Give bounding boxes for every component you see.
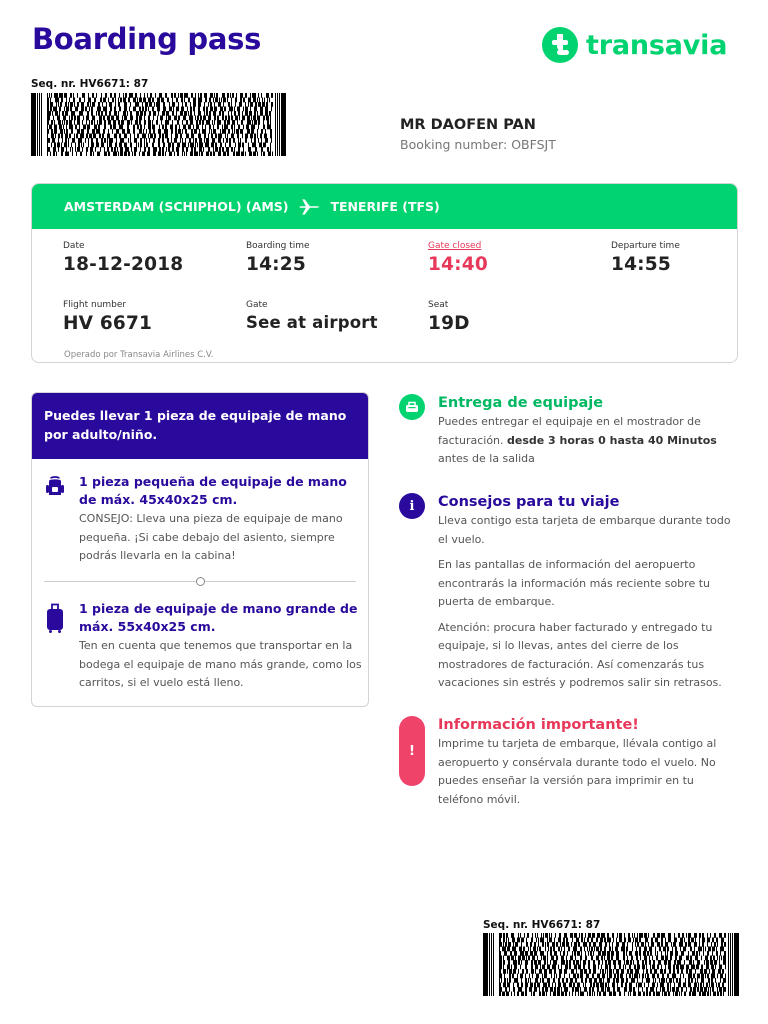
backpack-icon: [44, 475, 66, 497]
travel-tips-title: Consejos para tu viaje: [438, 494, 620, 510]
luggage-icon: [399, 394, 425, 420]
destination-airport: TENERIFE (TFS): [330, 199, 440, 214]
passenger-name: MR DAOFEN PAN: [400, 117, 536, 133]
luggage-text-after: antes de la salida: [438, 452, 535, 465]
gate-value: See at airport: [246, 313, 378, 332]
luggage-dropoff-section: [399, 394, 739, 469]
boarding-time-field: [246, 241, 310, 275]
gate-closed-label[interactable]: Gate closed: [428, 241, 482, 251]
boarding-time-label: Boarding time: [246, 241, 310, 251]
departure-time-label: Departure time: [611, 241, 680, 251]
suitcase-icon: [44, 602, 66, 636]
flight-number-field: [63, 300, 152, 334]
luggage-text-bold: desde 3 horas 0 hasta 40 Minutos: [507, 433, 717, 447]
date-field: [63, 241, 183, 275]
booking-number-value: OBFSJT: [511, 137, 556, 152]
travel-tips-p1: Lleva contigo esta tarjeta de embarque durante todo el vuelo.: [438, 514, 731, 546]
date-value: 18-12-2018: [63, 254, 184, 275]
page-title: Boarding pass: [32, 22, 262, 56]
departure-time-value: 14:55: [611, 254, 671, 275]
boarding-time-value: 14:25: [246, 254, 306, 275]
important-info-title: Información importante!: [438, 717, 639, 733]
gate-field: [246, 300, 378, 332]
baggage-header: Puedes llevar 1 pieza de equipaje de mano por adulto/niño.: [32, 393, 368, 459]
plane-icon: [298, 198, 320, 216]
large-bag-item: [44, 600, 362, 693]
luggage-text: [438, 413, 739, 469]
gate-closed-field: [428, 241, 488, 275]
flight-details-card: [31, 183, 738, 363]
warning-icon: !: [399, 716, 425, 786]
seat-field: [428, 300, 470, 334]
luggage-text-before: Puedes entregar el equipaje en el mostrador de facturación.: [438, 415, 701, 447]
small-bag-title: 1 pieza pequeña de equipaje de mano de máx. 45x40x25 cm.: [79, 474, 347, 507]
travel-tips-section: [399, 493, 739, 693]
important-info-text: Imprime tu tarjeta de embarque, llévala contigo al aeropuerto y consérvala durante todo el vuelo. No puedes enseñar la versión para imprimir en tu teléfono móvil.: [438, 737, 717, 806]
seat-label: Seat: [428, 300, 449, 310]
sequence-number-bottom: Seq. nr. HV6671: 87: [483, 919, 601, 931]
divider-dot: [196, 577, 205, 586]
large-bag-text: Ten en cuenta que tenemos que transportar en la bodega el equipaje de mano más grande, como los carritos, si el vuelo está lleno.: [79, 639, 362, 689]
transavia-logo: [542, 27, 727, 63]
pdf417-barcode: [31, 93, 286, 156]
large-bag-title: 1 pieza de equipaje de mano grande de máx. 55x40x25 cm.: [79, 601, 358, 634]
travel-tips-p2: En las pantallas de información del aeropuerto encontrarás la información más reciente sobre tu puerta de embarque.: [438, 558, 710, 608]
small-bag-item: [44, 473, 362, 566]
important-info-section: [399, 716, 739, 809]
flight-number-label: Flight number: [63, 300, 127, 310]
pdf417-barcode-bottom: [483, 933, 739, 996]
seat-value: 19D: [428, 313, 470, 334]
booking-number-label: Booking number:: [400, 137, 508, 152]
luggage-title: Entrega de equipaje: [438, 395, 604, 411]
flight-number-value: HV 6671: [63, 313, 153, 334]
info-icon: i: [399, 493, 425, 519]
brand-name: transavia: [586, 29, 728, 61]
travel-tips-p3: Atención: procura haber facturado y entregado tu equipaje, si lo llevas, antes del cierre de los mostradores de facturación. Así comenzarás tus vacaciones sin estrés y podremos salir sin retrasos.: [438, 620, 722, 689]
gate-label: Gate: [246, 300, 268, 310]
sequence-number: Seq. nr. HV6671: 87: [31, 78, 149, 90]
booking-number: [400, 137, 556, 152]
transavia-logo-icon: [542, 27, 578, 63]
departure-time-field: [611, 241, 680, 275]
gate-closed-value: 14:40: [428, 254, 488, 275]
origin-airport: AMSTERDAM (SCHIPHOL) (AMS): [64, 199, 289, 214]
small-bag-text: CONSEJO: Lleva una pieza de equipaje de mano pequeña. ¡Si cabe debajo del asiento, siempre podrás llevarla en la cabina!: [79, 512, 343, 562]
operated-by-note: Operado por Transavia Airlines C.V.: [64, 350, 214, 360]
baggage-allowance-card: [31, 392, 369, 707]
date-label: Date: [63, 241, 85, 251]
route-bar: [32, 184, 737, 229]
